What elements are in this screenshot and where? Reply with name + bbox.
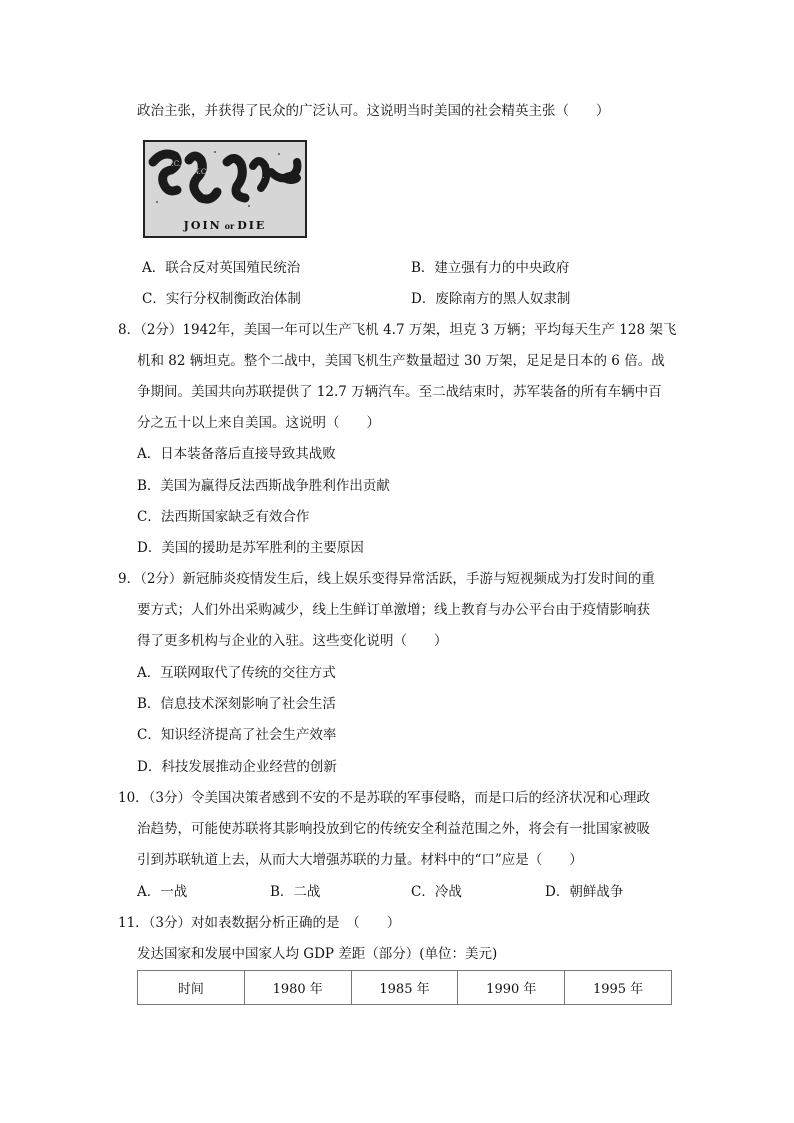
svg-text:N.C.: N.C. — [193, 168, 209, 176]
caption-join: JOIN — [183, 219, 222, 232]
q8-stem-line-4: 分之五十以上来自美国。这说明（ ） — [137, 415, 380, 431]
q8-stem-line-1: 8．（2分）1942年，美国一年可以生产飞机 4.7 万架，坦克 3 万辆；平均每天生产 128 架飞 — [118, 322, 677, 338]
table-header-cell: 1980 年 — [244, 971, 351, 1005]
q7-option-c[interactable]: C．实行分权制衡政治体制 — [142, 291, 301, 307]
q9-stem-line-2: 要方式；人们外出采购减少，线上生鲜订单激增；线上教育与办公平台由于疫情影响获 — [137, 602, 650, 618]
gdp-gap-table — [137, 970, 672, 1005]
svg-text:S.C.: S.C. — [167, 160, 182, 168]
q10-option-a[interactable]: A．一战 — [137, 884, 188, 900]
q9-stem-line-3: 得了更多机构与企业的入驻。这些变化说明（ ） — [137, 633, 448, 649]
q10-option-b[interactable]: B．二战 — [270, 884, 321, 900]
q7-option-b[interactable]: B．建立强有力的中央政府 — [411, 260, 570, 276]
q10-stem-line-2: 治趋势，可能使苏联将其影响投放到它的传统安全利益范围之外，将会有一批国家被吸 — [137, 821, 650, 837]
q7-option-d[interactable]: D．废除南方的黑人奴隶制 — [411, 291, 571, 307]
cartoon-caption — [145, 218, 305, 234]
q9-option-d[interactable]: D．科技发展推动企业经营的创新 — [137, 759, 337, 775]
q8-option-a[interactable]: A．日本装备落后直接导致其战败 — [137, 446, 336, 462]
q7-option-a[interactable]: A．联合反对英国殖民统治 — [142, 260, 301, 276]
svg-text:M.: M. — [255, 172, 265, 180]
q8-option-b[interactable]: B．美国为赢得反法西斯战争胜利作出贡献 — [137, 478, 390, 494]
q11-table-title: 发达国家和发展中国家人均 GDP 差距（部分）(单位：美元) — [137, 946, 498, 962]
q7-stem-tail: 政治主张，并获得了民众的广泛认可。这说明当时美国的社会精英主张（ ） — [137, 103, 610, 119]
q10-option-d[interactable]: D．朝鲜战争 — [545, 884, 624, 900]
caption-die: DIE — [237, 219, 267, 232]
table-header-cell: 1995 年 — [565, 971, 672, 1005]
table-header-cell: 1990 年 — [458, 971, 565, 1005]
q9-option-a[interactable]: A．互联网取代了传统的交往方式 — [137, 665, 336, 681]
caption-or: or — [224, 221, 235, 231]
q10-stem-line-3: 引到苏联轨道上去，从而大大增强苏联的力量。材料中的“口”应是（ ） — [137, 852, 583, 868]
q10-stem-line-1: 10．（3分）令美国决策者感到不安的不是苏联的军事侵略，而是口后的经济状况和心理政 — [118, 790, 651, 806]
q8-stem-line-3: 争期间。美国共向苏联提供了 12.7 万辆汽车。至二战结束时，苏军装备的所有车辆中百 — [137, 384, 662, 400]
q8-stem-line-2: 机和 82 辆坦克。整个二战中，美国飞机生产数量超过 30 万架，足足是日本的 6 倍。战 — [137, 353, 665, 369]
q9-option-b[interactable]: B．信息技术深刻影响了社会生活 — [137, 696, 336, 712]
q9-option-c[interactable]: C．知识经济提高了社会生产效率 — [137, 727, 337, 743]
q11-stem: 11．（3分）对如表数据分析正确的是 （ ） — [118, 915, 401, 931]
table-header-cell: 时间 — [138, 971, 245, 1005]
q10-option-c[interactable]: C．冷战 — [411, 884, 462, 900]
table-header-cell: 1985 年 — [351, 971, 458, 1005]
q8-option-c[interactable]: C．法西斯国家缺乏有效合作 — [137, 509, 310, 525]
q9-stem-line-1: 9．（2分）新冠肺炎疫情发生后，线上娱乐变得异常活跃，手游与短视频成为打发时间的重 — [118, 571, 655, 587]
q8-option-d[interactable]: D．美国的援助是苏军胜利的主要原因 — [137, 540, 364, 556]
join-or-die-cartoon — [143, 140, 307, 238]
svg-text:V.: V. — [231, 170, 238, 178]
table-header-row — [138, 971, 672, 1005]
